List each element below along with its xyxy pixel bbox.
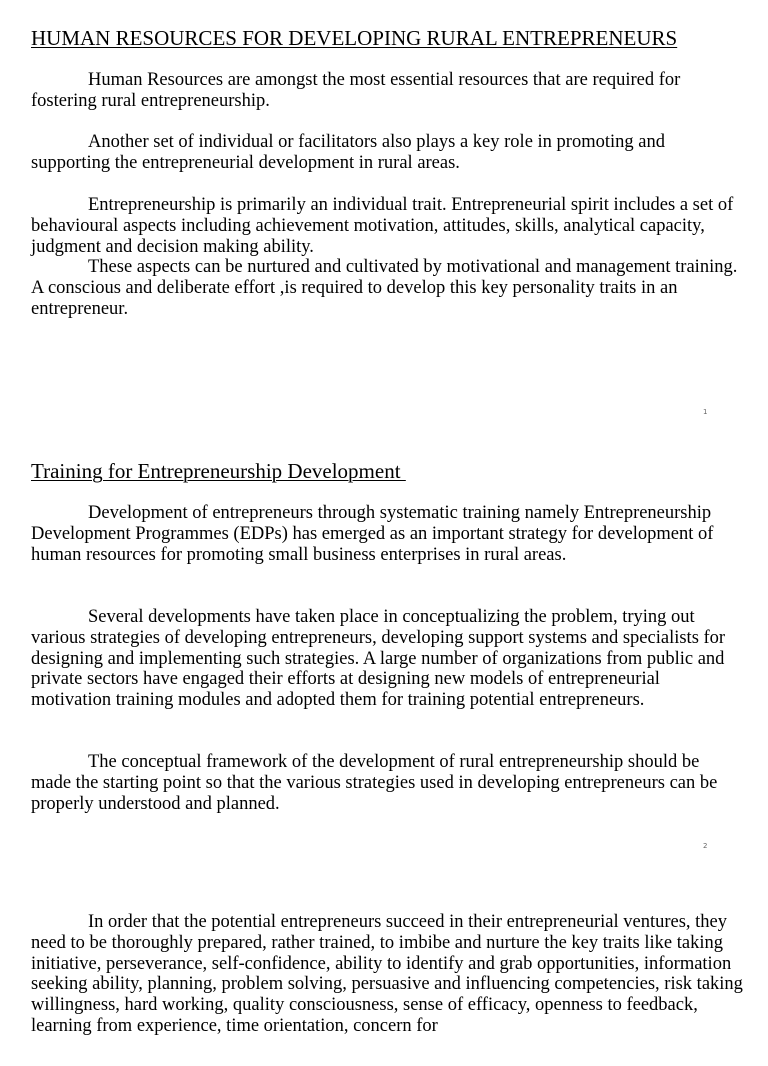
body-paragraph: Another set of individual or facilitators also plays a key role in promoting and supporting the entrepreneurial development in rural areas.: [31, 132, 665, 173]
body-paragraph: Development of entrepreneurs through systematic training namely Entrepreneurship Development Programmes (EDPs) has emerged as an important strategy for development of human resources for promoting small business enterprises in rural areas.: [31, 503, 714, 565]
body-paragraph: These aspects can be nurtured and cultivated by motivational and management training. A conscious and deliberate effort ,is required to develop this key personality traits in an entrepreneur.: [31, 257, 738, 319]
body-paragraph: In order that the potential entrepreneurs succeed in their entrepreneurial ventures, they need to be thoroughly prepared, rather trained, to imbibe and nurture the key traits like taking initiative, perseverance, self-confidence, ability to identify and grab opportunities, information seeking ability, planning, problem solving, persuasive and influencing competencies, risk taking willingness, hard working, quality consciousness, sense of efficacy, openness to feedback, learning from experience, time orientation, concern for: [31, 912, 743, 1036]
body-paragraph: Several developments have taken place in conceptualizing the problem, trying out various strategies of developing entrepreneurs, developing support systems and specialists for designing and implementing such strategies. A large number of organizations from public and private sectors have engaged their efforts at designing new models of entrepreneurial motivation training modules and adopted them for training potential entrepreneurs.: [31, 607, 726, 711]
section-heading: Training for Entrepreneurship Development: [31, 459, 406, 483]
body-paragraph: Entrepreneurship is primarily an individual trait. Entrepreneurial spirit includes a set of behavioural aspects including achievement motivation, attitudes, skills, analytical capacity, judgment and decision making ability.: [31, 195, 734, 257]
body-paragraph: The conceptual framework of the development of rural entrepreneurship should be made the starting point so that the various strategies used in developing entrepreneurs can be properly understood and planned.: [31, 752, 718, 814]
page-number: 2: [703, 842, 708, 850]
document-page-2: [0, 433, 768, 863]
document-page-3: [0, 866, 768, 1066]
document-page-1: [0, 0, 768, 430]
page-number: 1: [703, 408, 708, 416]
page-title: HUMAN RESOURCES FOR DEVELOPING RURAL ENTREPRENEURS: [31, 26, 678, 50]
body-paragraph: Human Resources are amongst the most essential resources that are required for fostering rural entrepreneurship.: [31, 70, 681, 111]
